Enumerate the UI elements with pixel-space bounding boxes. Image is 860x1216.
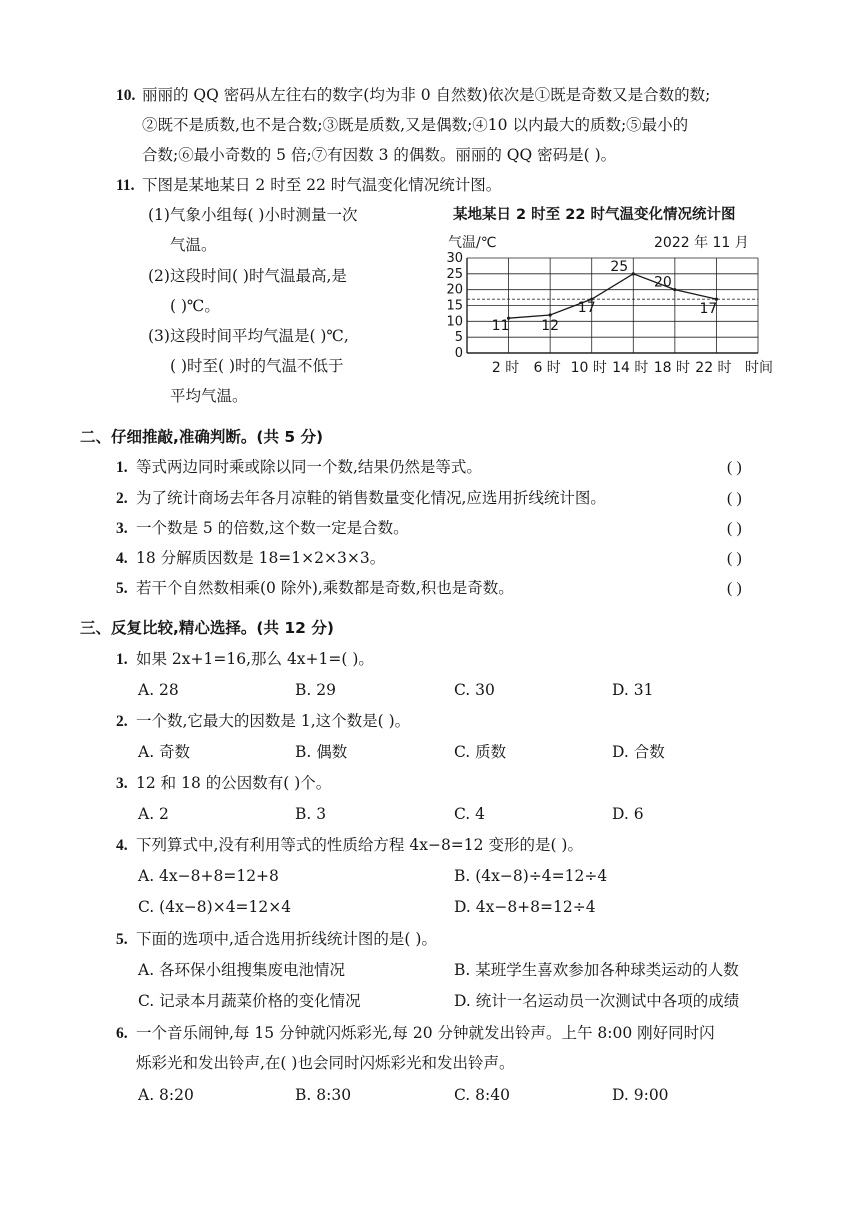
q10-line-1: 丽丽的 QQ 密码从左往右的数字(均为非 0 自然数)依次是①既是奇数又是合数的数; [142,86,711,104]
chart-data-label: 17 [699,301,718,318]
s3-q6-option-c[interactable]: C. 8:40 [454,1086,510,1104]
s3-q3-option-a[interactable]: A. 2 [138,805,169,823]
chart-ytick-label: 15 [446,298,463,314]
chart-data-label: 20 [653,274,672,291]
chart-ytick-label: 0 [454,346,463,361]
s3-q3-option-b[interactable]: B. 3 [295,805,327,823]
s3-q1-option-d[interactable]: D. 31 [612,681,654,699]
s3-q6-line-1: 一个音乐闹钟,每 15 分钟就闪烁彩光,每 20 分钟就发出铃声。上午 8:00 刚好同时闪 [136,1024,715,1042]
s2-item2-text: 为了统计商场去年各月凉鞋的销售数量变化情况,应选用折线统计图。 [136,489,606,507]
s3-q2-option-c[interactable]: C. 质数 [454,743,507,761]
q11-sub1-line2: 气温。 [170,236,217,254]
s3-q1-number: 1. [116,651,128,668]
s3-q1-option-c[interactable]: C. 30 [454,681,495,699]
s3-q5-text: 下面的选项中,适合选用折线统计图的是( )。 [136,930,437,948]
s2-item1-answer-box[interactable]: ( ) [727,459,742,476]
s2-item5-number: 5. [116,580,128,597]
q11-number: 11. [116,177,135,194]
s3-q5-option-a[interactable]: A. 各环保小组搜集废电池情况 [138,961,346,979]
s3-q4-option-c[interactable]: C. (4x−8)×4=12×4 [138,898,292,916]
s3-q4-option-b[interactable]: B. (4x−8)÷4=12÷4 [454,867,608,885]
s3-q6-option-b[interactable]: B. 8:30 [295,1086,352,1104]
chart-data-point [673,288,676,291]
chart-xtick-label: 18 时 [653,360,690,376]
q11-sub3-line1: (3)这段时间平均气温是( )℃, [148,327,349,345]
section2-title: 二、仔细推敲,准确判断。(共 5 分) [80,428,324,446]
s3-q4-text: 下列算式中,没有利用等式的性质给方程 4x−8=12 变形的是( )。 [136,836,583,854]
q10-line-2: ②既不是质数,也不是合数;③既是质数,又是偶数;④10 以内最大的质数;⑤最小的 [142,116,689,134]
s3-q2-option-d[interactable]: D. 合数 [612,743,665,761]
chart-ylabel: 气温/℃ [448,235,497,251]
s2-item1-number: 1. [116,459,128,476]
chart-ytick-label: 25 [446,266,463,282]
s2-item1-text: 等式两边同时乘或除以同一个数,结果仍然是等式。 [136,458,482,476]
chart-xtick-label: 14 时 [612,360,649,376]
chart-xtick-label: 22 时 [695,360,732,376]
s3-q1-option-a[interactable]: A. 28 [138,681,179,699]
chart-ytick-label: 20 [446,282,463,298]
chart-xlabel: 时间 [745,360,773,376]
s3-q1-text: 如果 2x+1=16,那么 4x+1=( )。 [136,650,374,668]
chart-data-label: 17 [577,300,596,317]
s2-item3-number: 3. [116,520,128,537]
s3-q5-option-c[interactable]: C. 记录本月蔬菜价格的变化情况 [138,992,361,1010]
s3-q5-option-d[interactable]: D. 统计一名运动员一次测试中各项的成绩 [454,992,740,1010]
chart-ytick-label: 30 [446,251,463,266]
chart-xtick-label: 10 时 [570,360,607,376]
s3-q6-number: 6. [116,1025,128,1042]
s3-q1-option-b[interactable]: B. 29 [295,681,336,699]
s3-q5-option-b[interactable]: B. 某班学生喜欢参加各种球类运动的人数 [454,961,739,979]
s3-q4-option-a[interactable]: A. 4x−8+8=12+8 [138,867,279,885]
q10-line-3: 合数;⑥最小奇数的 5 倍;⑦有因数 3 的偶数。丽丽的 QQ 密码是( )。 [142,146,617,164]
chart-title: 某地某日 2 时至 22 时气温变化情况统计图 [453,207,736,223]
s3-q6-option-d[interactable]: D. 9:00 [612,1086,669,1104]
s2-item4-text: 18 分解质因数是 18=1×2×3×3。 [136,549,386,567]
chart-subtitle: 2022 年 11 月 [654,235,749,251]
s3-q4-number: 4. [116,837,128,854]
s3-q2-option-a[interactable]: A. 奇数 [138,743,191,761]
q11-sub3-line3: 平均气温。 [170,387,248,405]
s3-q6-line-2: 烁彩光和发出铃声,在( )也会同时闪烁彩光和发出铃声。 [136,1054,515,1072]
chart-data-point [632,272,635,275]
s2-item2-answer-box[interactable]: ( ) [727,490,742,507]
s2-item5-text: 若干个自然数相乘(0 除外),乘数都是奇数,积也是奇数。 [136,579,514,597]
q11-sub3-line2: ( )时至( )时的气温不低于 [170,357,344,375]
s3-q3-option-d[interactable]: D. 6 [612,805,644,823]
s2-item3-text: 一个数是 5 的倍数,这个数一定是合数。 [136,519,409,537]
chart-ytick-label: 10 [446,314,463,330]
s3-q2-number: 2. [116,713,128,730]
chart-data-label: 12 [541,318,560,334]
s2-item4-number: 4. [116,550,128,567]
chart-xtick-label: 6 时 [533,360,561,376]
s2-item2-number: 2. [116,490,128,507]
chart-data-point [549,313,552,316]
q11-text: 下图是某地某日 2 时至 22 时气温变化情况统计图。 [142,176,502,194]
s3-q3-number: 3. [116,775,128,792]
q10-number: 10. [116,87,136,104]
chart-series-line [509,274,717,318]
s3-q3-text: 12 和 18 的公因数有( )个。 [136,774,332,792]
q11-sub2-line2: ( )℃。 [170,297,220,315]
chart-data-label: 25 [610,258,629,275]
section3-title: 三、反复比较,精心选择。(共 12 分) [80,619,334,637]
s2-item4-answer-box[interactable]: ( ) [727,550,742,567]
s3-q4-option-d[interactable]: D. 4x−8+8=12÷4 [454,898,596,916]
s3-q2-option-b[interactable]: B. 偶数 [295,743,348,761]
s3-q2-text: 一个数,它最大的因数是 1,这个数是( )。 [136,712,411,730]
chart-ytick-label: 5 [454,330,463,346]
q11-sub2-line1: (2)这段时间( )时气温最高,是 [148,267,347,285]
s3-q6-option-a[interactable]: A. 8:20 [138,1086,194,1104]
s2-item3-answer-box[interactable]: ( ) [727,520,742,537]
s3-q3-option-c[interactable]: C. 4 [454,805,486,823]
chart-xtick-label: 2 时 [491,360,520,376]
temperature-line-chart [440,228,780,378]
chart-data-label: 11 [491,318,510,335]
s2-item5-answer-box[interactable]: ( ) [727,580,742,597]
q11-sub1-line1: (1)气象小组每( )小时测量一次 [148,206,358,224]
s3-q5-number: 5. [116,931,128,948]
